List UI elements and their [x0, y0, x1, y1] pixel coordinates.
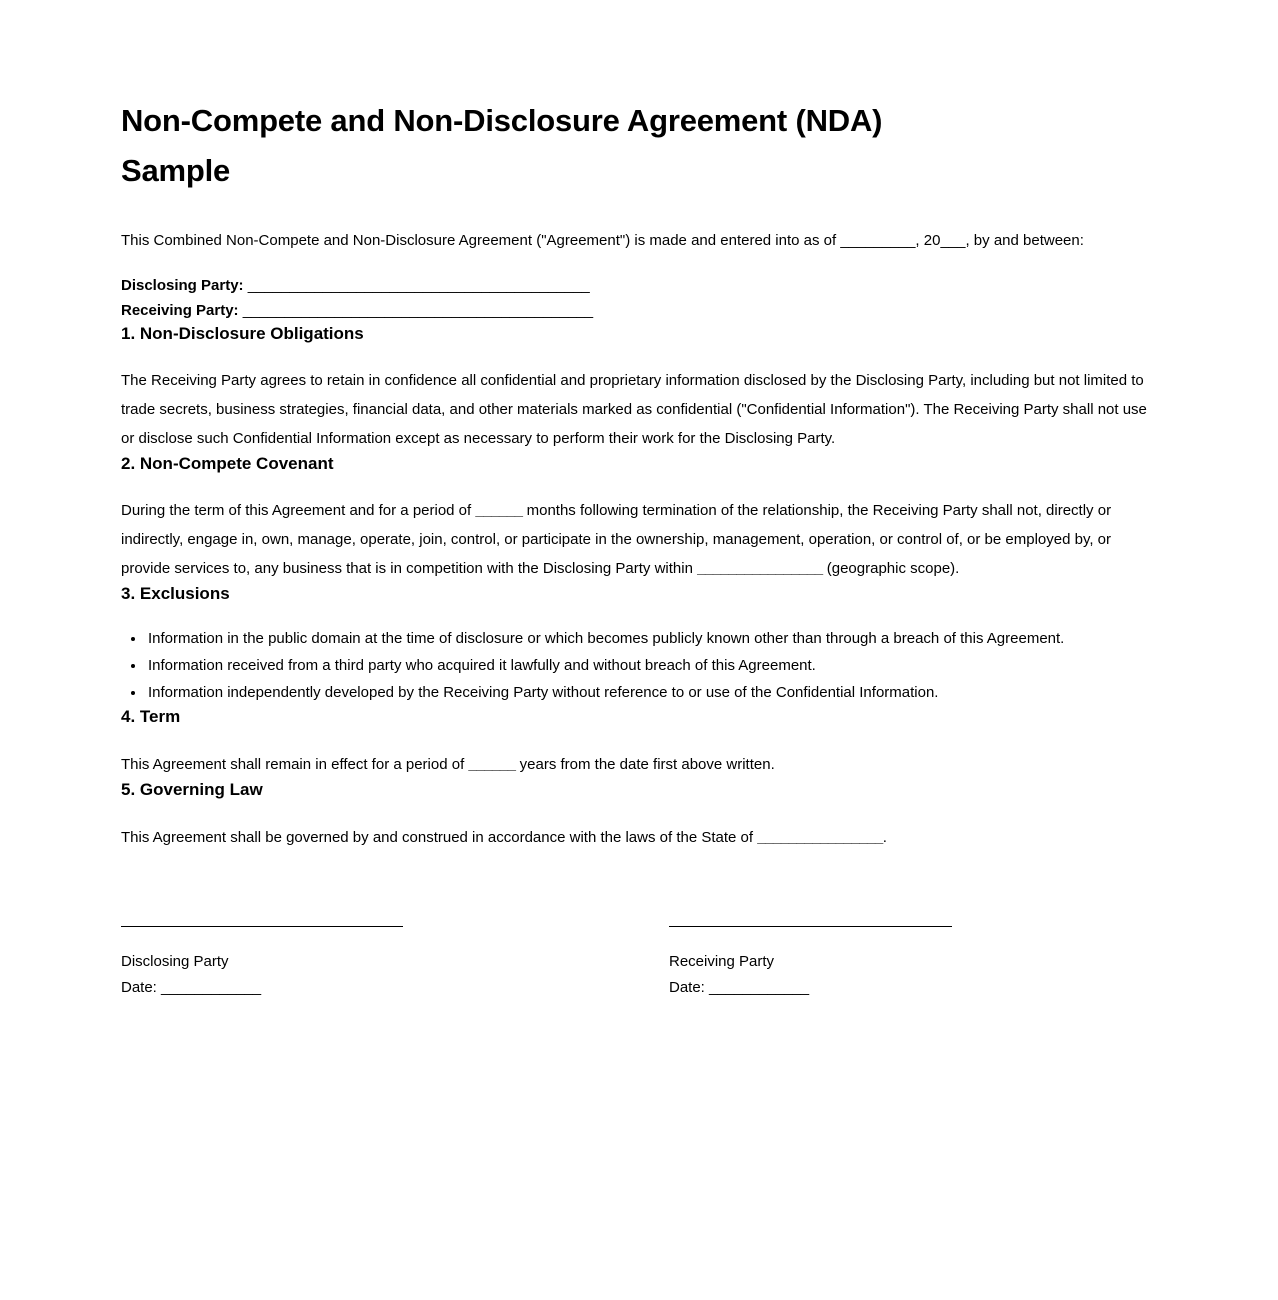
signature-label-receiving: Receiving Party — [669, 953, 775, 970]
signature-block-receiving — [669, 926, 952, 1001]
list-item: • Information received from a third party who acquired it lawfully and without breach of this Agreement. — [146, 652, 1150, 679]
disclosing-party-input-blank[interactable]: _________________________________________ — [247, 277, 590, 294]
signature-line-receiving[interactable] — [669, 926, 952, 927]
receiving-party-input-blank[interactable]: __________________________________________ — [242, 302, 594, 319]
section-heading-term: 4. Term — [121, 707, 181, 726]
list-item: • Information independently developed by the Receiving Party without reference to or use of the Confidential Information. — [146, 679, 1150, 706]
non-compete-text-part-2: months following termination of the relationship, the Receiving Party shall not, directly or indirectly, engage in, own, manage, operate, join, control, or participate in the ownership, management, operation, or control of, or be employed by, or provide services to, any business that is in competition with the Disclosing Party within — [121, 502, 1112, 577]
non-compete-text-part-3: (geographic scope). — [822, 560, 960, 577]
section-body-term — [121, 750, 1150, 779]
signature-date-disclosing — [121, 975, 404, 1001]
section-body-non-disclosure-obligations: The Receiving Party agrees to retain in confidence all confidential and proprietary information disclosed by the Disclosing Party, including but not limited to trade secrets, business strategies, financial data, and other materials marked as confidential ("Confidential Information"). The Receiving Party shall not use or disclose such Confidential Information except as necessary to perform their work for the Disclosing Party. — [121, 372, 1147, 447]
receiving-party-label: Receiving Party: — [121, 302, 239, 319]
page-title — [121, 96, 1150, 196]
page-title-line-1: Non-Compete and Non-Disclosure Agreement (NDA) — [121, 103, 883, 138]
term-text-part-2: years from the date first above written. — [515, 756, 775, 773]
governing-law-state-blank[interactable]: ________________ — [757, 829, 883, 846]
signature-block-disclosing — [121, 926, 404, 1001]
party-block — [121, 273, 1150, 323]
non-compete-text-part-1: During the term of this Agreement and for a period of — [121, 502, 476, 519]
disclosing-party-label: Disclosing Party: — [121, 277, 244, 294]
date-blank-disclosing[interactable]: ____________ — [161, 979, 262, 996]
section-heading-governing-law: 5. Governing Law — [121, 780, 263, 799]
section-body-non-compete-covenant — [121, 496, 1150, 583]
non-compete-geographic-scope-blank[interactable]: ________________ — [697, 560, 823, 577]
disclosing-party-row — [121, 273, 1150, 298]
date-label-receiving: Date: — [669, 979, 705, 996]
term-years-blank[interactable]: ______ — [468, 756, 516, 773]
exclusions-list — [121, 625, 1150, 706]
section-heading-non-compete-covenant: 2. Non-Compete Covenant — [121, 454, 334, 473]
list-item: • Information in the public domain at the time of disclosure or which becomes publicly known other than through a breach of this Agreement. — [146, 625, 1150, 652]
intro-paragraph: This Combined Non-Compete and Non-Disclosure Agreement ("Agreement") is made and entered into as of _________, 20___, by and between: — [121, 232, 1084, 249]
signature-area — [121, 926, 1150, 1001]
date-blank-receiving[interactable]: ____________ — [709, 979, 810, 996]
date-label-disclosing: Date: — [121, 979, 157, 996]
section-body-governing-law — [121, 823, 1150, 852]
governing-law-text-part-2: . — [882, 829, 887, 846]
signature-line-disclosing[interactable] — [121, 926, 403, 927]
receiving-party-row — [121, 298, 1150, 323]
section-heading-non-disclosure-obligations: 1. Non-Disclosure Obligations — [121, 324, 364, 343]
signature-label-disclosing: Disclosing Party — [121, 953, 229, 970]
page-title-line-2: Sample — [121, 153, 231, 188]
term-text-part-1: This Agreement shall remain in effect for a period of — [121, 756, 469, 773]
governing-law-text-part-1: This Agreement shall be governed by and construed in accordance with the laws of the State of — [121, 829, 758, 846]
non-compete-months-blank[interactable]: ______ — [475, 502, 523, 519]
section-heading-exclusions: 3. Exclusions — [121, 584, 230, 603]
signature-date-receiving — [669, 975, 952, 1001]
